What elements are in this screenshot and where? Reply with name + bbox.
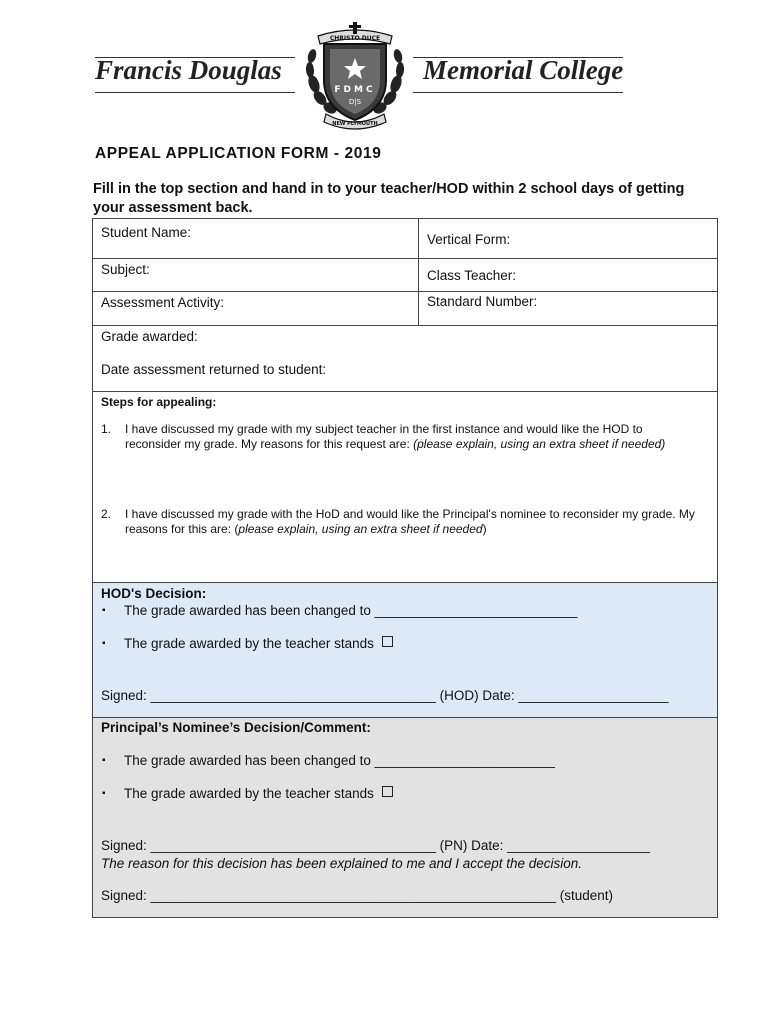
step-2-number: 2. (101, 507, 112, 521)
vertical-form-cell[interactable] (418, 218, 718, 259)
header (0, 0, 770, 130)
pn-reason-statement: The reason for this decision has been explained to me and I accept the decision. (101, 856, 583, 871)
college-crest-icon (300, 22, 410, 130)
form-title: APPEAL APPLICATION FORM - 2019 (95, 145, 382, 162)
subject-label: Subject: (101, 262, 150, 277)
class-teacher-cell[interactable] (418, 258, 718, 292)
college-name-left: Francis Douglas (95, 55, 282, 85)
pn-grade-changed: The grade awarded has been changed to ________________________ (124, 753, 555, 768)
hod-signature-line: Signed: ______________________________________ (HOD) Date: ____________________ (101, 688, 669, 703)
steps-cell[interactable] (92, 391, 718, 583)
step-1-note: (please explain, using an extra sheet if needed) (413, 436, 666, 451)
class-teacher-label: Class Teacher: (427, 268, 517, 283)
grade-date-cell[interactable] (92, 325, 718, 392)
standard-number-cell[interactable] (418, 291, 718, 326)
crest-monogram: D|S (348, 98, 362, 106)
pn-stands-checkbox[interactable] (382, 786, 393, 797)
pn-grade-stands: The grade awarded by the teacher stands (124, 786, 393, 801)
standard-number-label: Standard Number: (427, 294, 538, 309)
grade-awarded-label: Grade awarded: (101, 329, 198, 344)
hod-grade-changed: The grade awarded has been changed to ___________________________ (124, 603, 578, 618)
crest-letters: FDMC (334, 85, 376, 95)
assessment-activity-cell[interactable] (92, 291, 419, 326)
hod-decision-title: HOD's Decision: (101, 586, 207, 601)
pn-decision-section[interactable] (92, 717, 718, 918)
appeal-form-table (92, 218, 718, 918)
college-name-right: Memorial College (423, 55, 624, 85)
hod-bullet-1-icon: ▪ (102, 605, 106, 616)
header-rule-right-bottom (413, 92, 623, 93)
vertical-form-label: Vertical Form: (427, 232, 511, 247)
crest-banner: NEW PLYMOUTH (332, 121, 378, 127)
pn-decision-title: Principal’s Nominee’s Decision/Comment: (101, 720, 371, 735)
hod-decision-section[interactable] (92, 582, 718, 718)
subject-cell[interactable] (92, 258, 419, 292)
date-returned-label: Date assessment returned to student: (101, 362, 327, 377)
hod-grade-stands: The grade awarded by the teacher stands (124, 636, 393, 651)
student-signature-line: Signed: ______________________________________________________ (student) (101, 888, 613, 903)
steps-title: Steps for appealing: (101, 395, 217, 409)
step-1 (101, 422, 701, 467)
student-name-label: Student Name: (101, 225, 192, 240)
assessment-activity-label: Assessment Activity: (101, 295, 225, 310)
student-name-cell[interactable] (92, 218, 419, 259)
step-1-number: 1. (101, 422, 112, 436)
hod-stands-checkbox[interactable] (382, 636, 393, 647)
step-1-text: I have discussed my grade with my subject teacher in the first instance and would like the HOD to reconsider my grade. My reasons for this request are: (please explain, using an extra sheet if needed) (125, 422, 666, 451)
pn-bullet-1-icon: ▪ (102, 755, 106, 766)
crest-motto: CHRISTO DUCE (329, 35, 381, 42)
pn-signature-line: Signed: ______________________________________ (PN) Date: ___________________ (101, 838, 650, 853)
pn-bullet-2-icon: ▪ (102, 788, 106, 799)
header-rule-left-bottom (95, 92, 295, 93)
hod-bullet-2-icon: ▪ (102, 638, 106, 649)
step-2-text: I have discussed my grade with the HoD and would like the Principal's nominee to reconsider my grade. My reasons for this are: (please explain, using an extra sheet if needed) (125, 507, 695, 536)
step-2 (101, 507, 701, 537)
instructions: Fill in the top section and hand in to your teacher/HOD within 2 school days of getting your assessment back. (93, 181, 685, 216)
step-2-note: please explain, using an extra sheet if needed (238, 521, 483, 536)
